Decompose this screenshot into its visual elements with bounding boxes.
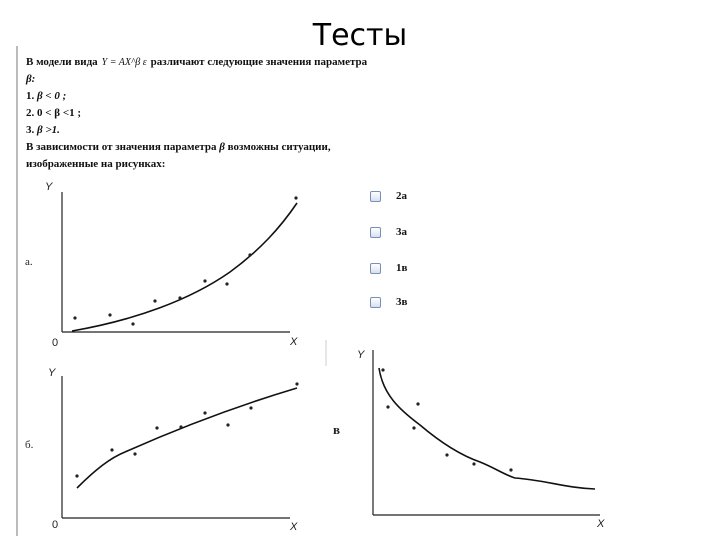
situations-text-cont: возможны ситуации, bbox=[227, 141, 331, 153]
chart-c-point bbox=[445, 453, 448, 456]
chart-c-label: в bbox=[333, 422, 341, 437]
chart-b-y-label: Y bbox=[48, 367, 56, 379]
answer-label-3a: 3а bbox=[396, 226, 407, 238]
answer-option-1v[interactable] bbox=[370, 260, 407, 276]
param-label: β: bbox=[26, 73, 36, 85]
condition-3-number: 3. bbox=[26, 124, 35, 136]
chart-b-point bbox=[110, 448, 113, 451]
chart-c bbox=[326, 340, 605, 530]
condition-2-text: 0 < β <1 ; bbox=[37, 107, 81, 119]
chart-b-point bbox=[203, 411, 206, 414]
chart-a-label: а. bbox=[25, 256, 33, 268]
question-intro-cont: различают следующие значения параметра bbox=[150, 56, 368, 68]
chart-a-point bbox=[203, 279, 206, 282]
chart-a-point bbox=[248, 253, 251, 256]
question-intro: В модели вида bbox=[26, 56, 98, 68]
chart-c-curve bbox=[379, 368, 595, 489]
chart-a-x-label: X bbox=[290, 336, 298, 348]
chart-b-point bbox=[249, 406, 252, 409]
chart-b-point bbox=[226, 423, 229, 426]
answer-option-3v[interactable] bbox=[370, 294, 407, 310]
condition-1-text: β < 0 ; bbox=[37, 90, 67, 102]
chart-b bbox=[25, 367, 299, 533]
chart-a bbox=[25, 181, 298, 349]
chart-c-point bbox=[412, 426, 415, 429]
chart-a-point bbox=[73, 316, 76, 319]
answer-option-2a[interactable] bbox=[370, 188, 407, 204]
chart-b-point bbox=[295, 382, 298, 385]
slide-title: Тесты bbox=[312, 18, 408, 53]
condition-3-text: β >1. bbox=[37, 124, 60, 136]
answer-checkbox-1v[interactable] bbox=[370, 263, 381, 274]
chart-a-point bbox=[153, 299, 156, 302]
chart-b-origin: 0 bbox=[52, 519, 59, 531]
chart-c-point bbox=[381, 368, 384, 371]
chart-b-label: б. bbox=[25, 439, 34, 451]
chart-a-y-label: Y bbox=[45, 181, 53, 193]
chart-b-point bbox=[155, 426, 158, 429]
answer-label-3v: 3в bbox=[396, 296, 408, 308]
figures-text: изображенные на рисунках: bbox=[26, 158, 166, 170]
chart-b-x-label: X bbox=[290, 521, 298, 533]
chart-b-point bbox=[133, 452, 136, 455]
chart-b-curve bbox=[77, 388, 297, 488]
chart-b-point bbox=[75, 474, 78, 477]
situations-text: В зависимости от значения параметра bbox=[26, 141, 217, 153]
chart-a-point bbox=[225, 282, 228, 285]
chart-c-point bbox=[416, 402, 419, 405]
chart-c-point bbox=[386, 405, 389, 408]
chart-c-y-label: Y bbox=[357, 349, 365, 361]
answer-checkbox-2a[interactable] bbox=[370, 191, 381, 202]
chart-a-curve bbox=[72, 203, 297, 331]
chart-a-point bbox=[178, 296, 181, 299]
answer-label-1v: 1в bbox=[396, 262, 408, 274]
condition-2-number: 2. bbox=[26, 107, 35, 119]
answer-label-2a: 2а bbox=[396, 190, 407, 202]
answer-checkbox-3v[interactable] bbox=[370, 297, 381, 308]
chart-c-point bbox=[472, 462, 475, 465]
chart-a-point bbox=[108, 313, 111, 316]
chart-b-point bbox=[179, 425, 182, 428]
chart-c-x-label: X bbox=[597, 518, 605, 530]
model-formula: Y = AX^β ε bbox=[101, 57, 147, 68]
chart-c-point bbox=[509, 468, 512, 471]
chart-a-point bbox=[131, 322, 134, 325]
answer-checkbox-3a[interactable] bbox=[370, 227, 381, 238]
situations-beta: β bbox=[219, 141, 225, 153]
answer-option-3a[interactable] bbox=[370, 224, 407, 240]
chart-a-point bbox=[294, 196, 297, 199]
chart-a-origin: 0 bbox=[52, 337, 59, 349]
condition-1-number: 1. bbox=[26, 90, 35, 102]
